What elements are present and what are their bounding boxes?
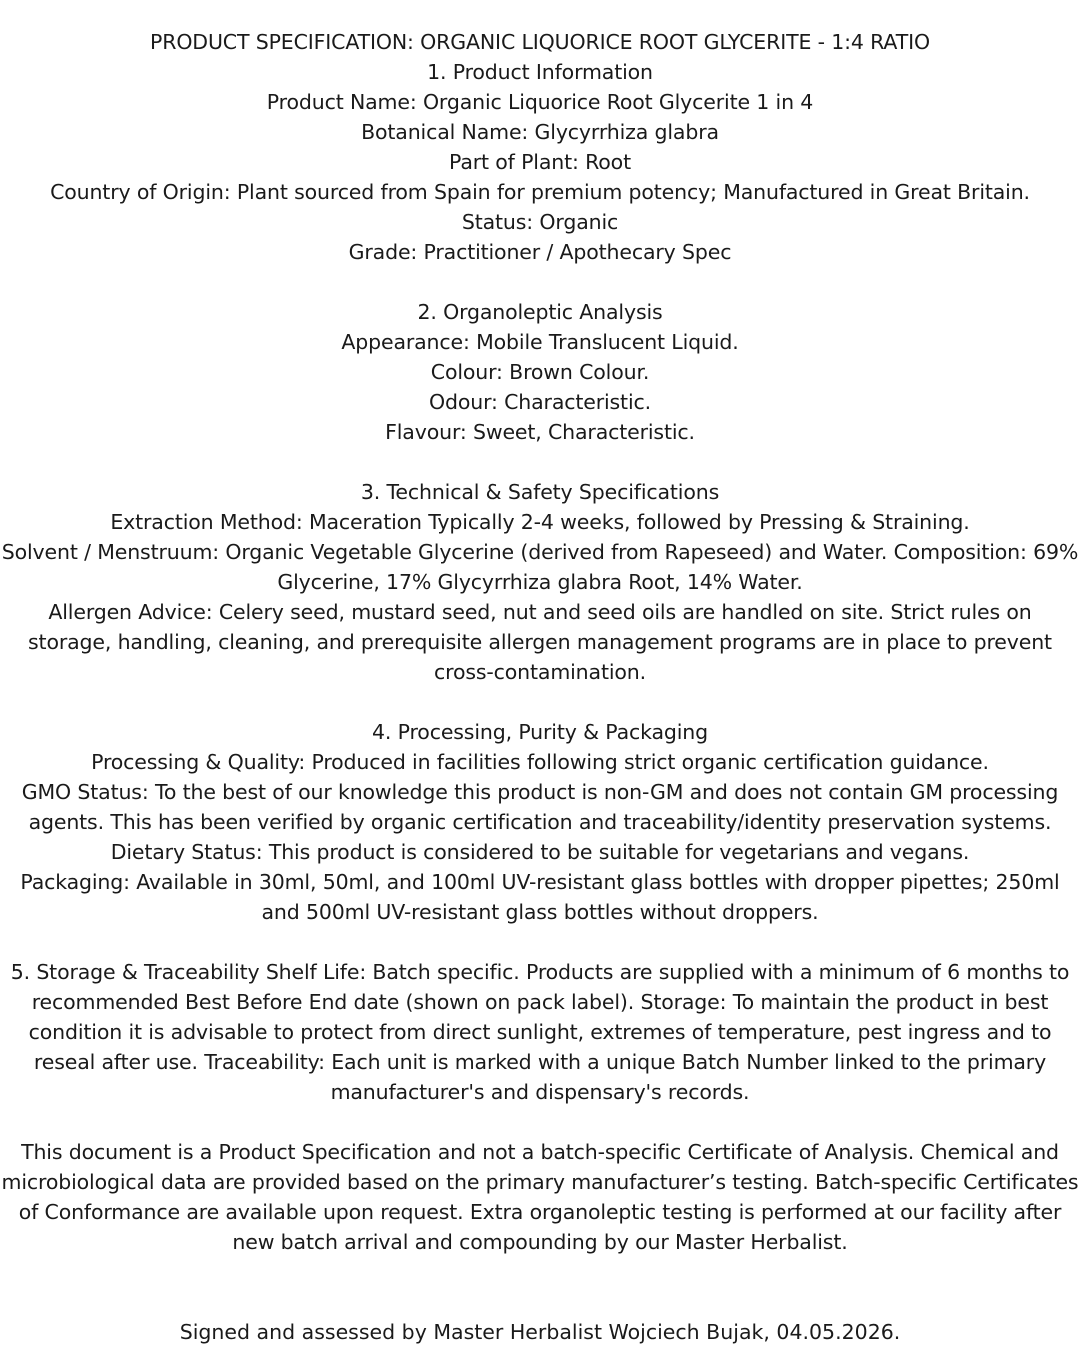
signature-line: Signed and assessed by Master Herbalist Wojciech Bujak, 04.05.2026. [179, 1320, 901, 1344]
packaging: Packaging: Available in 30ml, 50ml, and 100ml UV-resistant glass bottles with dropper pipettes; 250ml and 500ml UV-resistant glass bottles without droppers. [20, 870, 1060, 924]
colour: Colour: Brown Colour. [430, 360, 650, 384]
spacer [0, 927, 1080, 957]
document-title: PRODUCT SPECIFICATION: ORGANIC LIQUORICE ROOT GLYCERITE - 1:4 RATIO [150, 30, 930, 54]
spacer [0, 267, 1080, 297]
processing-quality: Processing & Quality: Produced in facilities following strict organic certification guidance. [91, 750, 989, 774]
dietary-status: Dietary Status: This product is considered to be suitable for vegetarians and vegans. [110, 840, 970, 864]
botanical-name: Botanical Name: Glycyrrhiza glabra [361, 120, 719, 144]
section-4-heading: 4. Processing, Purity & Packaging [372, 720, 708, 744]
extraction-method: Extraction Method: Maceration Typically 2-4 weeks, followed by Pressing & Straining. [110, 510, 970, 534]
flavour: Flavour: Sweet, Characteristic. [385, 420, 695, 444]
country-of-origin: Country of Origin: Plant sourced from Spain for premium potency; Manufactured in Great Britain. [50, 180, 1030, 204]
spacer [0, 1107, 1080, 1137]
grade: Grade: Practitioner / Apothecary Spec [348, 240, 732, 264]
disclaimer: This document is a Product Specification and not a batch-specific Certificate of Analysis. Chemical and microbiological data are provided based on the primary manufacturer’s testing. Batch-specific Certificates of Conformance are available upon request. Extra organoleptic testing is performed at our facility after new batch arrival and compounding by our Master Herbalist. [1, 1140, 1079, 1254]
status: Status: Organic [461, 210, 619, 234]
solvent-menstruum: Solvent / Menstruum: Organic Vegetable Glycerine (derived from Rapeseed) and Water. Composition: 69% Glycerine, 17% Glycyrrhiza glabra Root, 14% Water. [1, 540, 1079, 594]
specification-document [0, 27, 1080, 1257]
section-1-heading: 1. Product Information [427, 60, 653, 84]
appearance: Appearance: Mobile Translucent Liquid. [341, 330, 739, 354]
spacer [0, 687, 1080, 717]
odour: Odour: Characteristic. [429, 390, 651, 414]
product-name: Product Name: Organic Liquorice Root Glycerite 1 in 4 [266, 90, 814, 114]
gmo-status: GMO Status: To the best of our knowledge this product is non-GM and does not contain GM processing agents. This has been verified by organic certification and traceability/identity preservation systems. [21, 780, 1059, 834]
section-5-storage-traceability: 5. Storage & Traceability Shelf Life: Batch specific. Products are supplied with a minimum of 6 months to recommended Best Before End date (shown on pack label). Storage: To maintain the product in best condition it is advisable to protect from direct sunlight, extremes of temperature, pest ingress and to reseal after use. Traceability: Each unit is marked with a unique Batch Number linked to the primary manufacturer's and dispensary's records. [10, 960, 1070, 1104]
section-2-heading: 2. Organoleptic Analysis [417, 300, 663, 324]
allergen-advice: Allergen Advice: Celery seed, mustard seed, nut and seed oils are handled on site. Strict rules on storage, handling, cleaning, and prerequisite allergen management programs are in place to prevent cross-contamination. [28, 600, 1052, 684]
part-of-plant: Part of Plant: Root [449, 150, 631, 174]
spacer [0, 447, 1080, 477]
section-3-heading: 3. Technical & Safety Specifications [360, 480, 720, 504]
